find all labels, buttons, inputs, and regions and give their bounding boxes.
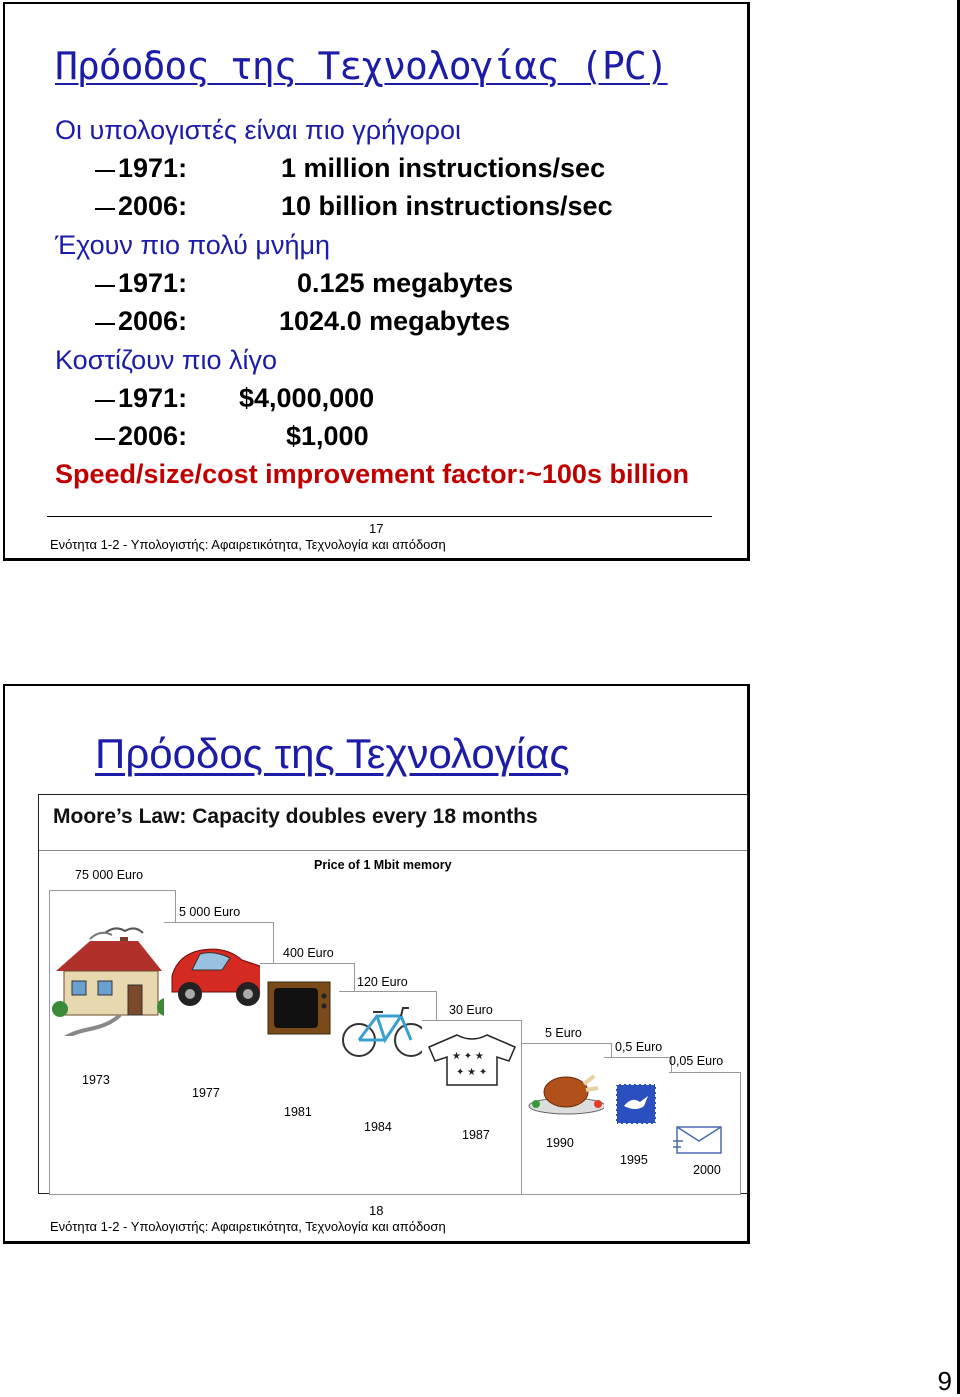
slide-title: Πρόοδος της Τεχνολογίας (95, 730, 570, 777)
cost-2006-value: $1,000 (286, 421, 369, 451)
footer-separator (47, 516, 712, 517)
envelope-icon (673, 1121, 733, 1161)
price-1987: 30 Euro (449, 1003, 493, 1017)
year-1990: 1990 (546, 1136, 574, 1150)
speed-1971-value: 1 million instructions/sec (281, 153, 606, 183)
price-1973: 75 000 Euro (75, 868, 144, 882)
slide-page-number: 18 (369, 1203, 384, 1218)
speed-heading: Οι υπολογιστές είναι πιο γρήγοροι (55, 115, 462, 145)
shirt-icon (422, 1029, 522, 1089)
dash-bullet (95, 285, 115, 287)
dash-bullet (95, 438, 115, 440)
dash-bullet (95, 323, 115, 325)
turkey-panel (522, 1043, 612, 1195)
turkey-icon (522, 1062, 612, 1122)
cost-2006-year: 2006: (118, 421, 188, 451)
year-1981: 1981 (284, 1105, 312, 1119)
memory-1971-year: 1971: (118, 268, 188, 298)
year-1987: 1987 (462, 1128, 490, 1142)
memory-2006-value: 1024.0 megabytes (279, 306, 511, 336)
car-panel (164, 922, 274, 1195)
price-2000: 0,05 Euro (669, 1054, 724, 1068)
svg-text:★ ✦ ★: ★ ✦ ★ (452, 1051, 484, 1062)
memory-heading: Έχουν πιο πολύ μνήμη (55, 230, 331, 260)
moores-law-heading: Moore’s Law: Capacity doubles every 18 months (53, 805, 538, 828)
figure-divider (39, 850, 747, 851)
year-1973: 1973 (82, 1073, 110, 1087)
slide-footer: Ενότητα 1-2 - Υπολογιστής: Αφαιρετικότητα, Τεχνολογία και απόδοση (50, 1219, 446, 1234)
year-1984: 1984 (364, 1120, 392, 1134)
slide-page-number: 17 (369, 521, 384, 536)
document-page-number: 9 (937, 1366, 952, 1396)
cost-heading: Κοστίζουν πιο λίγο (55, 345, 278, 375)
dash-bullet (95, 400, 115, 402)
memory-2006-year: 2006: (118, 306, 188, 336)
year-2000: 2000 (693, 1163, 721, 1177)
shirt-panel (422, 1020, 522, 1195)
year-1977: 1977 (192, 1086, 220, 1100)
dash-bullet (95, 208, 115, 210)
speed-1971-year: 1971: (118, 153, 188, 183)
house-icon (50, 911, 175, 1036)
price-1984: 120 Euro (357, 975, 408, 989)
moores-law-figure (38, 794, 748, 1194)
stamp-panel (604, 1057, 672, 1195)
price-1981: 400 Euro (283, 946, 334, 960)
svg-text:✦ ★ ✦: ✦ ★ ✦ (456, 1067, 488, 1078)
slide-17 (3, 2, 750, 561)
price-1995: 0,5 Euro (615, 1040, 663, 1054)
slide-18 (3, 684, 750, 1244)
bicycle-icon (339, 1002, 434, 1062)
price-1977: 5 000 Euro (179, 905, 241, 919)
car-icon (164, 928, 274, 1023)
memory-1971-value: 0.125 megabytes (297, 268, 514, 298)
price-label: Price of 1 Mbit memory (314, 858, 452, 872)
slide-footer: Ενότητα 1-2 - Υπολογιστής: Αφαιρετικότητα, Τεχνολογία και απόδοση (50, 537, 446, 552)
speed-2006-value: 10 billion instructions/sec (281, 191, 613, 221)
cost-1971-year: 1971: (118, 383, 188, 413)
stamp-icon (612, 1080, 672, 1140)
dash-bullet (95, 170, 115, 172)
improvement-summary: Speed/size/cost improvement factor:~100s billion (55, 459, 689, 489)
cost-1971-value: $4,000,000 (239, 383, 375, 413)
speed-2006-year: 2006: (118, 191, 188, 221)
slide-title: Πρόοδος της Τεχνολογίας (PC) (55, 44, 668, 88)
house-panel (49, 890, 176, 1195)
price-1990: 5 Euro (545, 1026, 582, 1040)
year-1995: 1995 (620, 1153, 648, 1167)
